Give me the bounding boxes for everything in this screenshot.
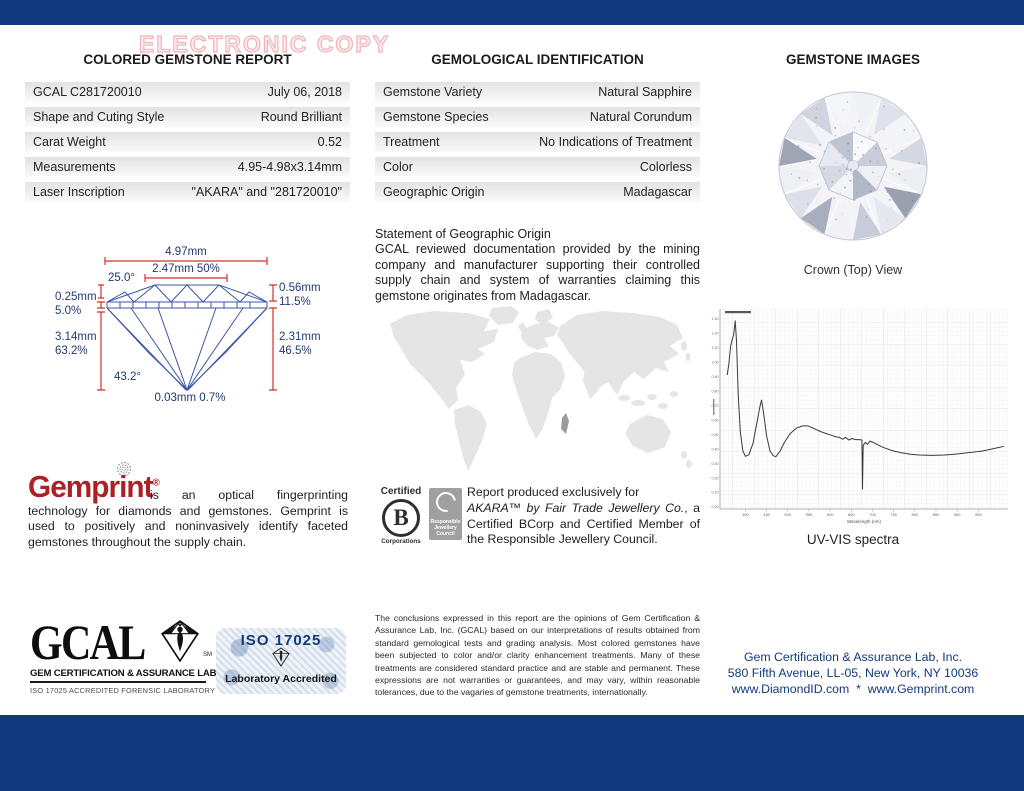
row-value: 4.95-4.98x3.14mm	[237, 160, 342, 174]
gcal-logo-word: GCAL	[30, 614, 145, 670]
svg-text:3.14mm: 3.14mm	[55, 331, 97, 343]
table-row	[25, 82, 350, 102]
svg-text:950: 950	[975, 512, 982, 517]
top-navy-bar	[0, 0, 1024, 25]
gcal-sm-mark: SM	[203, 652, 212, 658]
row-value: "AKARA" and "281720010"	[191, 185, 342, 199]
svg-text:0.60: 0.60	[711, 418, 719, 423]
lab-urls: www.DiamondID.com * www.Gemprint.com	[731, 682, 975, 697]
row-value: 0.52	[317, 135, 342, 149]
row-value: No Indications of Treatment	[539, 135, 692, 149]
registered-mark: ®	[152, 477, 159, 489]
table-row	[375, 82, 700, 102]
bcorp-b-icon: B	[382, 499, 420, 537]
row-value: Natural Sapphire	[598, 85, 692, 99]
row-label: GCAL C281720010	[33, 85, 142, 99]
row-value: Round Brilliant	[260, 110, 342, 124]
row-label: Laser Inscription	[33, 185, 125, 199]
exclusive-note: Report produced exclusively for AKARA™ by Fair Trade Jewellery Co., a Certified BCorp and Certified Member of the Responsible Jewellery Council.	[467, 485, 700, 547]
svg-text:0.03mm 0.7%: 0.03mm 0.7%	[154, 392, 226, 404]
row-value: July 06, 2018	[267, 85, 342, 99]
row-label: Gemstone Variety	[383, 85, 483, 99]
table-row	[375, 107, 700, 127]
svg-text:700: 700	[869, 512, 876, 517]
madagascar-highlight	[561, 413, 569, 434]
x-axis-label: Wavelength (nm)	[846, 519, 882, 524]
bcorp-certified-label: Certified	[380, 486, 422, 497]
table-row	[375, 132, 700, 152]
gemprint-logo: Gemprint®	[28, 469, 159, 504]
crown-view-caption: Crown (Top) View	[803, 263, 903, 277]
svg-text:800: 800	[911, 512, 919, 517]
gemstone-photo-crown-view	[777, 90, 929, 242]
row-value: Madagascar	[623, 185, 692, 199]
svg-text:500: 500	[784, 512, 792, 517]
svg-text:5.0%: 5.0%	[55, 305, 82, 317]
svg-text:2.47mm 50%: 2.47mm 50%	[152, 263, 220, 275]
table-row	[25, 107, 350, 127]
svg-text:750: 750	[890, 512, 897, 517]
svg-text:450: 450	[763, 512, 770, 517]
left-column-title: COLORED GEMSTONE REPORT	[83, 52, 292, 67]
lab-address-block	[705, 649, 1001, 698]
row-label: Carat Weight	[33, 135, 106, 149]
lab-address: 580 Fifth Avenue, LL-05, New York, NY 10036	[727, 666, 979, 681]
svg-text:0.25mm: 0.25mm	[55, 291, 97, 303]
uv-vis-spectra-chart	[711, 301, 1015, 533]
origin-statement-body: GCAL reviewed documentation provided by the mining company and manufacturer supporting their controlled supply chain and system of warranties claiming this gemstone originates from Madagascar.	[375, 242, 700, 303]
svg-text:43.2°: 43.2°	[114, 371, 141, 383]
gcal-diamond-bird-icon	[157, 619, 203, 663]
row-label: Color	[383, 160, 413, 174]
table-row	[25, 182, 350, 202]
table-row	[25, 132, 350, 152]
spectra-caption: UV-VIS spectra	[806, 532, 900, 547]
row-label: Measurements	[33, 160, 116, 174]
svg-text:650: 650	[847, 512, 855, 517]
svg-text:0.20: 0.20	[711, 476, 719, 481]
row-value: Colorless	[639, 160, 692, 174]
table-row	[375, 157, 700, 177]
lab-name: Gem Certification & Assurance Lab, Inc.	[743, 650, 963, 664]
row-label: Shape and Cuting Style	[33, 110, 165, 124]
svg-text:0.90: 0.90	[711, 375, 719, 380]
iso-stamp-subtitle: Laboratory Accredited	[225, 673, 337, 685]
gemprint-url[interactable]: www.Gemprint.com	[867, 682, 975, 697]
gemprint-description: is an optical fingerprinting technology for diamonds and gemstones. Gemprint is used to positively and noninvasively identify faceted gemstones throughout the supply chain.	[28, 488, 348, 549]
disclaimer-text: The conclusions expressed in this report are the opinions of Gem Certification & Assurance Lab, Inc. (GCAL) based on our interpretations of results obtained from standard gemological tests and grading analysis. Most colored gemstones have been subjected to color and/or clarity enhancement treatments. Many of these treatments are considered standard practice and are stable and permanent. These expressions are not warranties or guarantees, and may vary, within reasonable tolerances, due to the vagaries of gemstone treatments, internationally.	[375, 613, 700, 698]
spectra-legend-smudge	[725, 311, 751, 313]
diagram-labels	[55, 246, 321, 404]
row-label: Gemstone Species	[383, 110, 489, 124]
world-map	[372, 302, 708, 480]
svg-text:0.70: 0.70	[711, 403, 719, 408]
continents	[390, 306, 692, 471]
gcal-divider	[30, 681, 206, 683]
electronic-copy-watermark: ELECTRONIC COPY	[139, 31, 391, 57]
gcal-tagline: GEM CERTIFICATION & ASSURANCE LAB	[30, 668, 217, 679]
gcal-accreditation-line: ISO 17025 ACCREDITED FORENSIC LABORATORY	[30, 686, 216, 695]
iso-17025-stamp	[216, 628, 346, 694]
bottom-navy-bar	[0, 715, 1024, 791]
svg-text:400: 400	[742, 512, 749, 517]
svg-text:1.20: 1.20	[711, 331, 719, 336]
row-label: Treatment	[383, 135, 440, 149]
svg-text:46.5%: 46.5%	[279, 345, 312, 357]
bcorp-logo	[378, 486, 424, 545]
svg-text:63.2%: 63.2%	[55, 345, 88, 357]
svg-text:25.0°: 25.0°	[108, 272, 135, 284]
right-column-title: GEMSTONE IMAGES	[785, 52, 921, 67]
origin-statement-title: Statement of Geographic Origin	[375, 227, 551, 241]
row-label: Geographic Origin	[383, 185, 485, 199]
svg-text:2.31mm: 2.31mm	[279, 331, 321, 343]
cut-profile-diagram	[30, 240, 360, 408]
iso-stamp-diamond-icon	[270, 647, 292, 667]
svg-text:0.00: 0.00	[711, 505, 719, 510]
diamondid-url[interactable]: www.DiamondID.com	[731, 682, 850, 697]
table-row	[375, 182, 700, 202]
svg-text:1.10: 1.10	[711, 346, 719, 351]
bcorp-corporations-label: Corporations	[381, 538, 421, 545]
svg-text:1.00: 1.00	[711, 360, 719, 365]
svg-text:600: 600	[826, 512, 834, 517]
svg-text:0.80: 0.80	[711, 389, 719, 394]
svg-text:850: 850	[932, 512, 940, 517]
brand-name: AKARA™ by Fair Trade Jewellery Co.	[467, 500, 685, 515]
row-value: Natural Corundum	[589, 110, 692, 124]
rjc-crescent-icon	[432, 488, 460, 516]
svg-text:900: 900	[953, 512, 961, 517]
svg-text:0.10: 0.10	[711, 490, 719, 495]
middle-column-title: GEMOLOGICAL IDENTIFICATION	[431, 52, 644, 67]
table-row	[25, 157, 350, 177]
rjc-label: Responsible Jewellery Council	[430, 519, 461, 537]
responsible-jewellery-council-logo	[429, 488, 462, 540]
svg-text:550: 550	[805, 512, 813, 517]
svg-text:1.30: 1.30	[711, 317, 719, 322]
svg-text:0.40: 0.40	[711, 447, 719, 452]
svg-text:0.30: 0.30	[711, 461, 719, 466]
svg-text:4.97mm: 4.97mm	[165, 246, 207, 258]
iso-stamp-title: ISO 17025	[240, 632, 322, 649]
svg-text:11.5%: 11.5%	[279, 296, 311, 308]
svg-text:0.56mm: 0.56mm	[279, 282, 321, 294]
svg-text:0.50: 0.50	[711, 432, 719, 437]
